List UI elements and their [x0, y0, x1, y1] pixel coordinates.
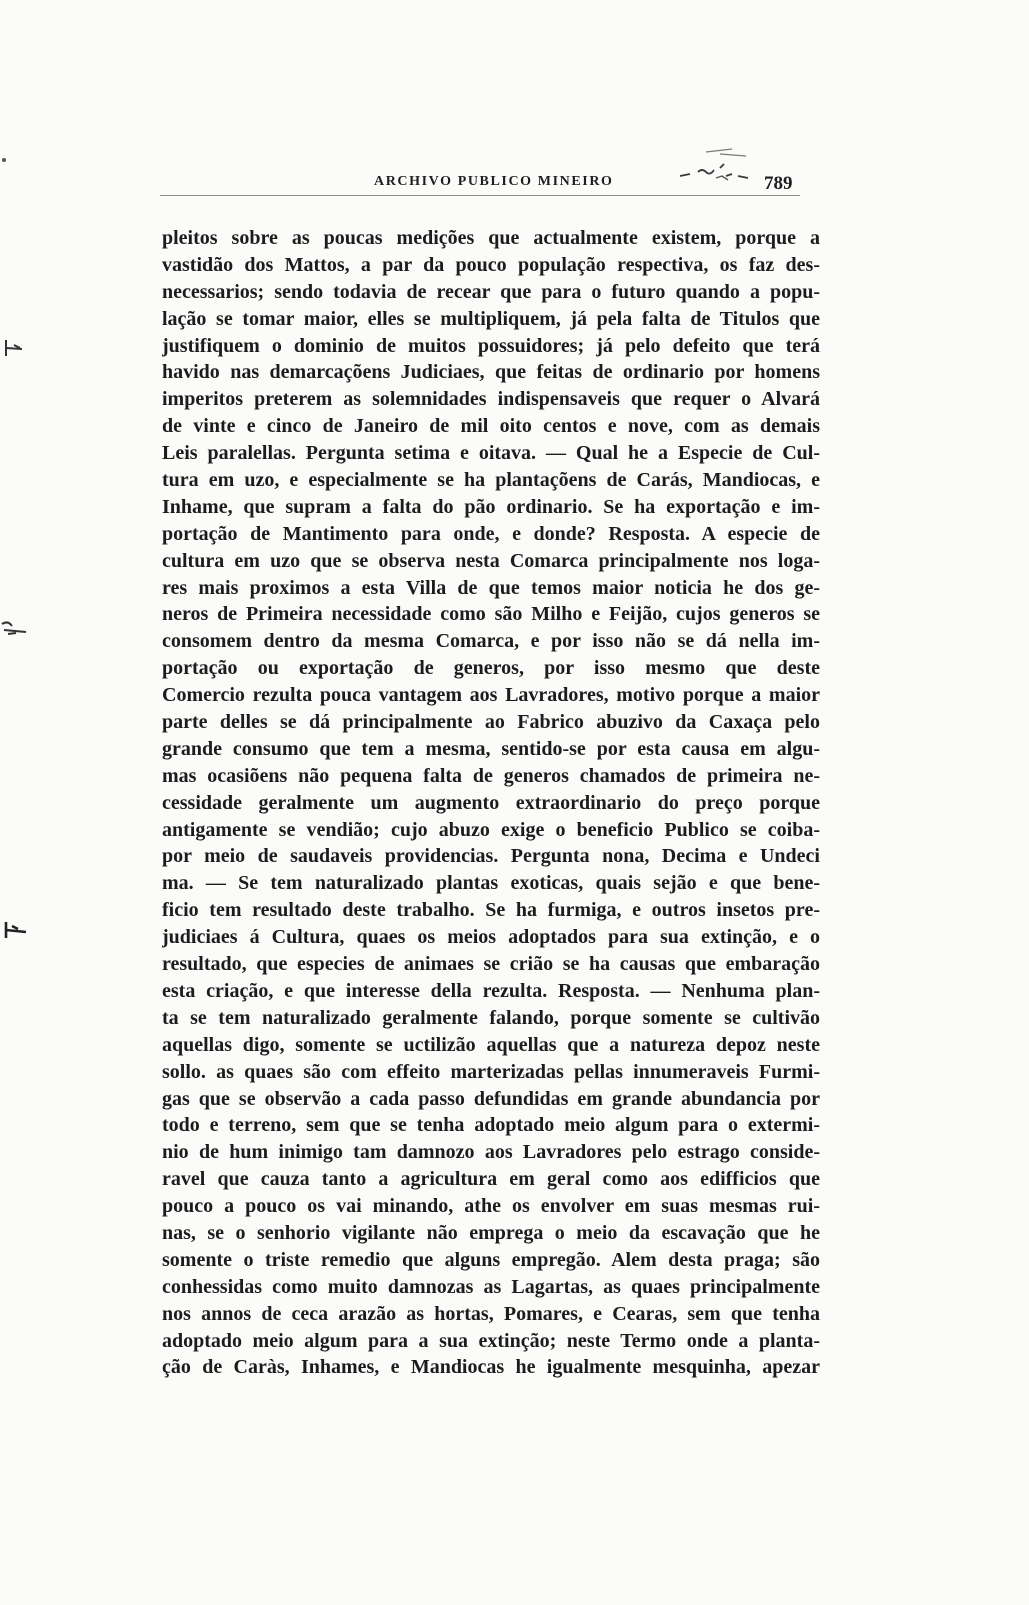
text-line: mas ocasiõens não pequena falta de generos chamados de primeira ne-	[162, 764, 820, 787]
text-line: lação se tomar maior, elles se multipliquem, já pela falta de Titulos que	[162, 307, 820, 330]
text-line: cultura em uzo que se observa nesta Comarca principalmente nos loga-	[162, 549, 820, 572]
text-line: parte delles se dá principalmente ao Fabrico abuzivo da Caxaça pelo	[162, 711, 820, 734]
text-line: nas, se o senhorio vigilante não emprega o meio da escavação que he	[162, 1221, 820, 1244]
text-line: Leis paralellas. Pergunta setima e oitava. — Qual he a Especie de Cul-	[162, 442, 820, 465]
text-line: havido nas demarcaçõens Judiciaes, que feitas de ordinario por homens	[162, 361, 820, 384]
text-line: ta se tem naturalizado geralmente falando, porque somente se cultivão	[162, 1006, 820, 1029]
text-line: resultado, que especies de animaes se crião se ha causas que embaração	[162, 953, 820, 976]
text-line: justifiquem o dominio de muitos possuidores; já pelo defeito que terá	[162, 334, 820, 357]
text-line: vastidão dos Mattos, a par da pouco população respectiva, os faz des-	[162, 253, 820, 276]
text-line: tura em uzo, e especialmente se ha plantaçõens de Carás, Mandiocas, e	[162, 469, 820, 492]
text-line: ravel que cauza tanto a agricultura em geral como aos edifficios que	[162, 1168, 820, 1191]
text-line: ma. — Se tem naturalizado plantas exoticas, quais sejão e que bene-	[162, 872, 820, 895]
text-line: portação de Mantimento para onde, e donde? Resposta. A especie de	[162, 522, 820, 545]
text-line: imperitos preterem as solemnidades indispensaveis que requer o Alvará	[162, 388, 820, 411]
text-line: pouco a pouco os vai minando, athe os envolver em suas mesmas rui-	[162, 1195, 820, 1218]
text-line: nos annos de ceca arazão as hortas, Pomares, e Cearas, sem que tenha	[162, 1302, 820, 1325]
text-line: pleitos sobre as poucas medições que actualmente existem, porque a	[162, 227, 820, 249]
text-line: neros de Primeira necessidade como são Milho e Feijão, cujos generos se	[162, 603, 820, 626]
body-text	[162, 225, 820, 1381]
text-line: cessidade geralmente um augmento extraordinario do preço porque	[162, 791, 820, 814]
text-line: necessarios; sendo todavia de recear que para o futuro quando a popu-	[162, 280, 820, 303]
text-line: judiciaes á Cultura, quaes os meios adoptados para sua extinção, e o	[162, 926, 820, 949]
text-line: por meio de saudaveis providencias. Pergunta nona, Decima e Undeci	[162, 845, 820, 868]
header-rule	[160, 195, 800, 196]
text-line: conhessidas como muito damnozas as Lagartas, as quaes principalmente	[162, 1275, 820, 1298]
text-line: gas que se observão a cada passo defundidas em grande abundancia por	[162, 1087, 820, 1110]
margin-mark-icon	[0, 336, 24, 360]
text-line: res mais proximos a esta Villa de que temos maior noticia he dos ge-	[162, 576, 820, 599]
page-number: 789	[764, 173, 793, 194]
text-line: esta criação, e que interesse della rezulta. Resposta. — Nenhuma plan-	[162, 979, 820, 1002]
text-line: antigamente se vendião; cujo abuzo exige o beneficio Publico se coiba-	[162, 818, 820, 841]
text-line: de vinte e cinco de Janeiro de mil oito centos e nove, com as demais	[162, 415, 820, 438]
text-line: Comercio rezulta pouca vantagem aos Lavradores, motivo porque a maior	[162, 684, 820, 707]
running-title: ARCHIVO PUBLICO MINEIRO	[374, 174, 614, 189]
ornament-squiggle-icon	[676, 146, 760, 188]
text-line: portação ou exportação de generos, por isso mesmo que deste	[162, 657, 820, 680]
text-line: sollo. as quaes são com effeito marterizadas pellas innumeraveis Furmi-	[162, 1060, 820, 1083]
text-line: ficio tem resultado deste trabalho. Se ha furmiga, e outros insetos pre-	[162, 899, 820, 922]
margin-mark-icon	[0, 156, 8, 164]
text-line: consomem dentro da mesma Comarca, e por isso não se dá nella im-	[162, 630, 820, 653]
text-line: somente o triste remedio que alguns empregão. Alem desta praga; são	[162, 1248, 820, 1271]
text-line: ção de Caràs, Inhames, e Mandiocas he igualmente mesquinha, apezar	[162, 1356, 820, 1379]
text-line: adoptado meio algum para a sua extinção; neste Termo onde a planta-	[162, 1329, 820, 1352]
margin-mark-icon	[0, 918, 28, 942]
margin-mark-icon	[0, 616, 28, 640]
text-line: aquellas digo, somente se uctilizão aquellas que a natureza depoz neste	[162, 1033, 820, 1056]
text-line: Inhame, que supram a falta do pão ordinario. Se ha exportação e im-	[162, 495, 820, 518]
text-line: grande consumo que tem a mesma, sentido-se por esta causa em algu-	[162, 737, 820, 760]
text-line: nio de hum inimigo tam damnozo aos Lavradores pelo estrago conside-	[162, 1141, 820, 1164]
text-line: todo e terreno, sem que se tenha adoptado meio algum para o extermi-	[162, 1114, 820, 1137]
